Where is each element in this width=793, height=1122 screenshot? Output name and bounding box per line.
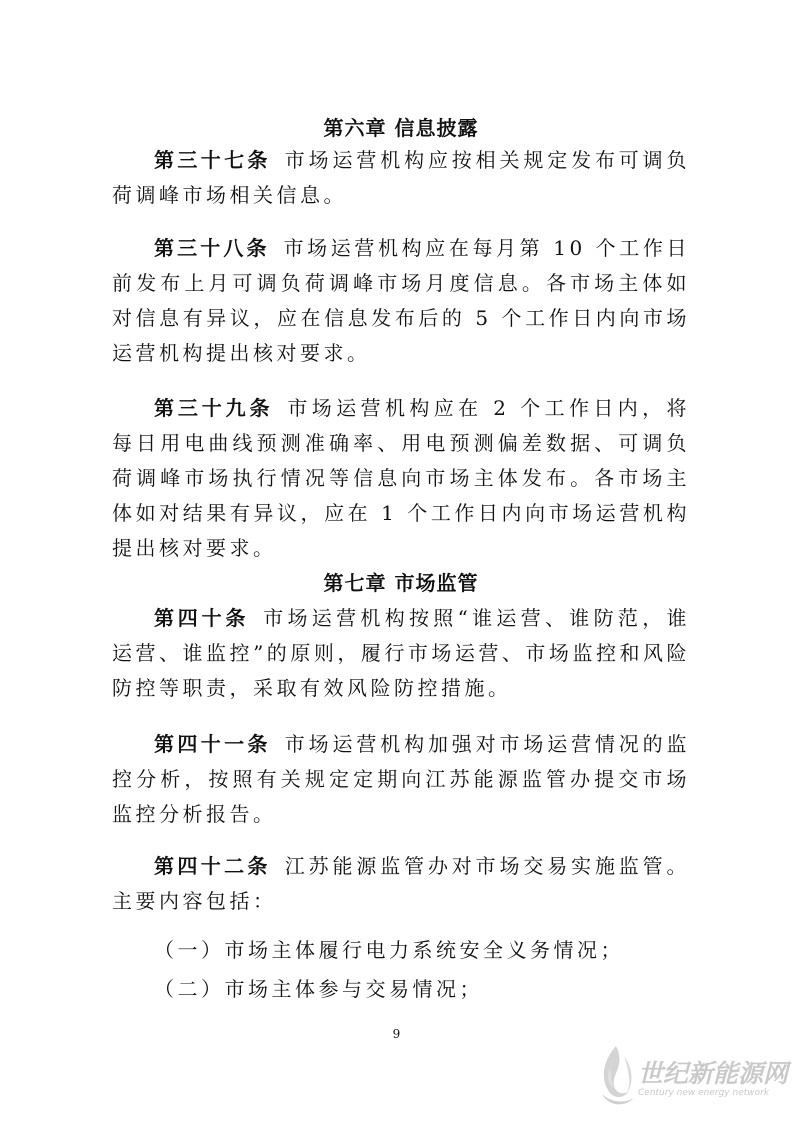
article-42-text: 江苏能源监管办对市场交易实施监管。主要内容包括： <box>112 854 691 913</box>
article-37-label: 第三十七条 <box>154 148 271 172</box>
chapter-6-heading: 第六章 信息披露 <box>323 116 479 140</box>
article-42-label: 第四十二条 <box>154 854 271 878</box>
article-38-label: 第三十八条 <box>154 236 270 260</box>
flame-swirl-icon <box>594 1042 638 1112</box>
article-40-label: 第四十条 <box>154 606 250 630</box>
list-item-2: （二）市场主体参与交易情况； <box>154 977 483 1001</box>
watermark-title: 世纪新能源网 <box>638 1059 789 1088</box>
chapter-7-heading: 第七章 市场监管 <box>323 571 479 595</box>
article-37 <box>112 143 690 213</box>
article-39-text: 市场运营机构应在 2 个工作日内，将每日用电曲线预测准确率、用电预测偏差数据、可调负荷调峰市场执行情况等信息向市场主体发布。各市场主体如对结果有异议，应在 1 个工作日内向市场运营机构提出核对要求。 <box>112 396 690 560</box>
watermark-subtitle: Century new energy network <box>638 1088 770 1098</box>
article-37-text: 市场运营机构应按相关规定发布可调负荷调峰市场相关信息。 <box>112 148 691 207</box>
list-item-1: （一）市场主体履行电力系统安全义务情况； <box>154 938 624 962</box>
article-38 <box>112 231 690 371</box>
article-40 <box>112 601 690 706</box>
article-39 <box>112 391 690 566</box>
article-41-text: 市场运营机构加强对市场运营情况的监控分析，按照有关规定定期向江苏能源监管办提交市场监控分析报告。 <box>112 732 691 826</box>
article-40-text: 市场运营机构按照“谁运营、谁防范，谁运营、谁监控”的原则，履行市场运营、市场监控和风险防控等职责，采取有效风险防控措施。 <box>112 606 690 700</box>
article-39-label: 第三十九条 <box>154 396 274 420</box>
watermark <box>594 1040 790 1114</box>
article-41-label: 第四十一条 <box>154 732 271 756</box>
article-38-text: 市场运营机构应在每月第 10 个工作日前发布上月可调负荷调峰市场月度信息。各市场主体如对信息有异议，应在信息发布后的 5 个工作日内向市场运营机构提出核对要求。 <box>112 236 691 365</box>
page-number: 9 <box>392 1027 401 1041</box>
article-41 <box>112 727 690 832</box>
article-42 <box>112 849 690 919</box>
